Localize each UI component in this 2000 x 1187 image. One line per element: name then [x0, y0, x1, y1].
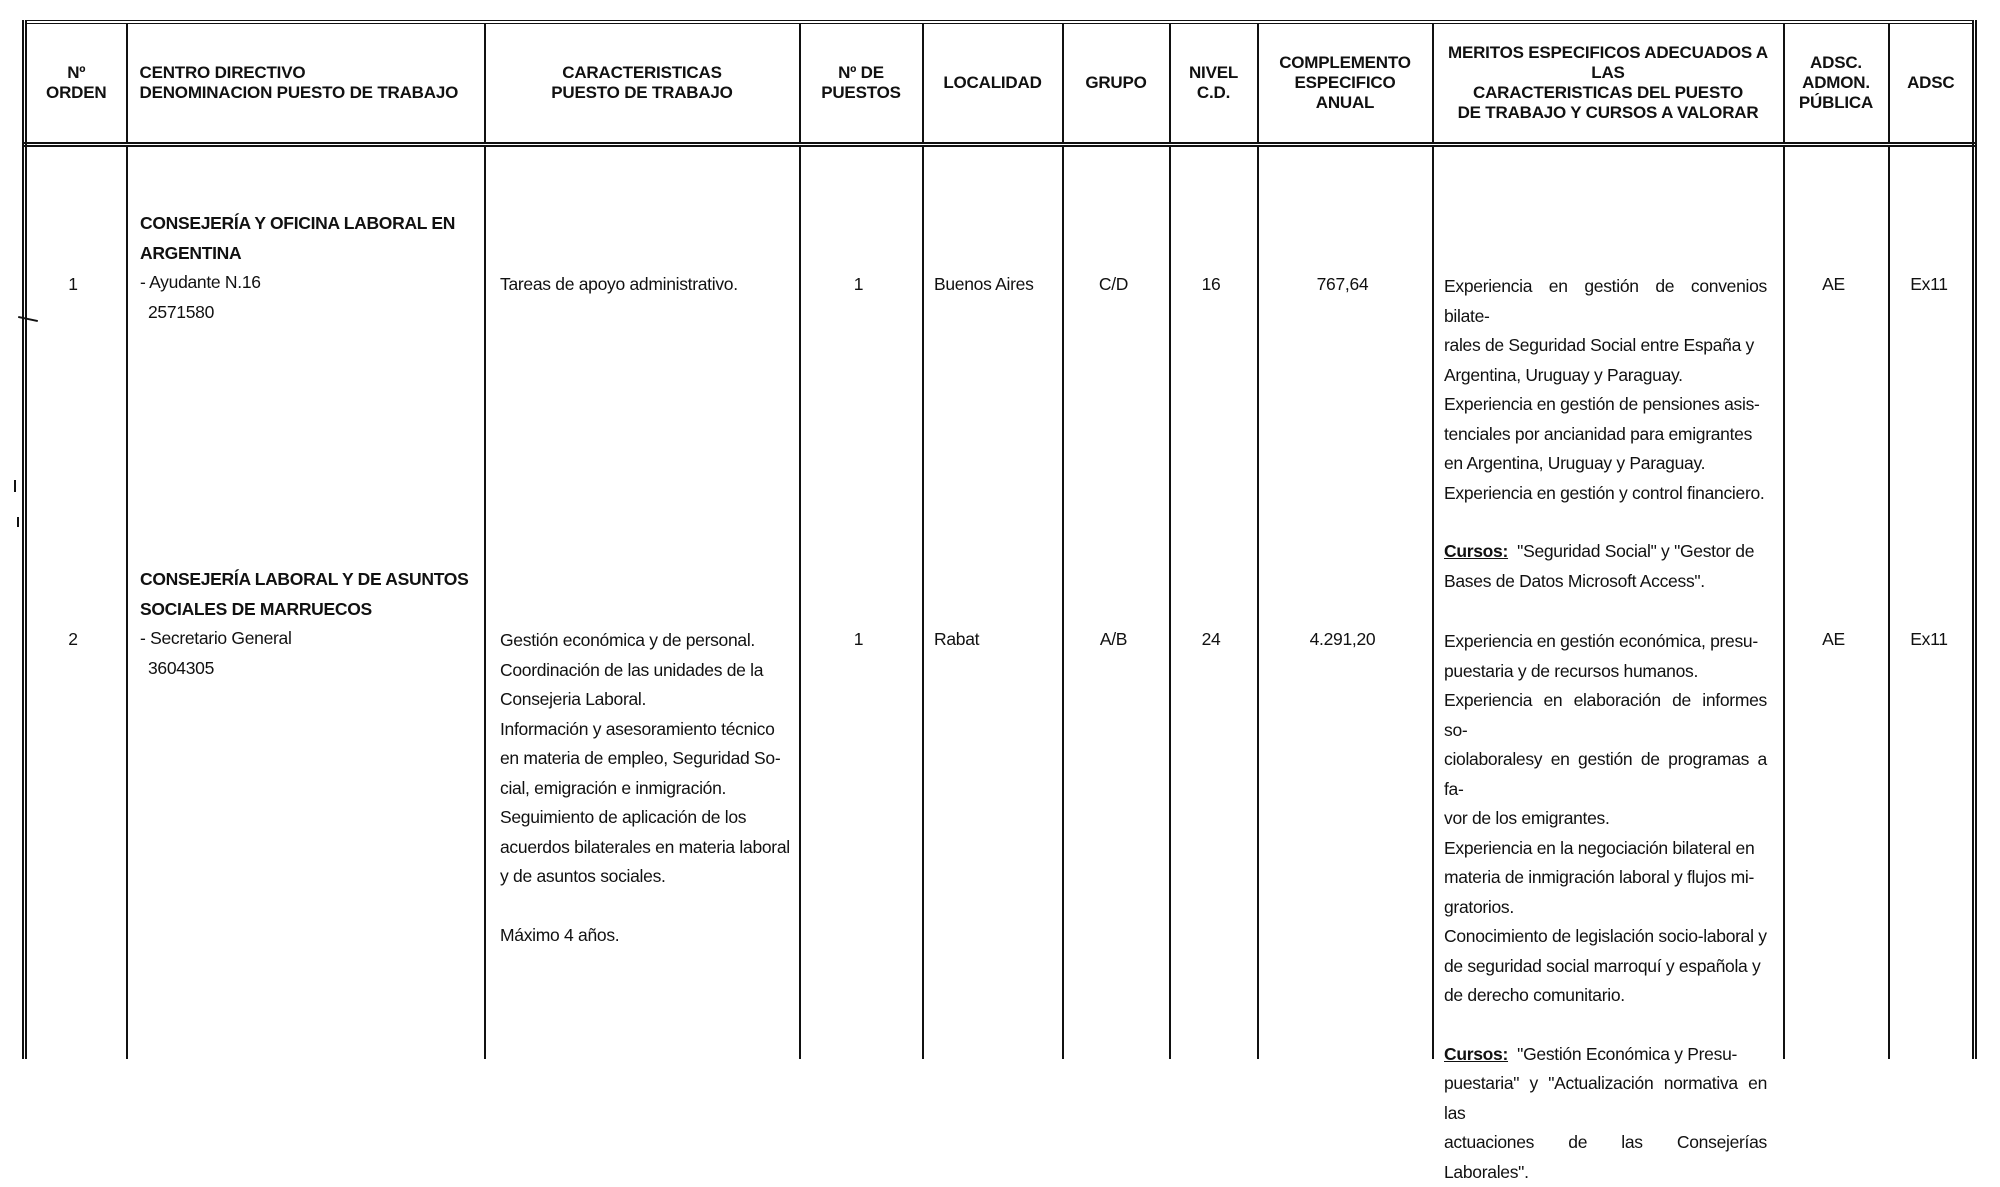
row-nivel: 24 [1201, 629, 1221, 649]
puesto-code: 2571580 [148, 301, 215, 322]
row-puestos: 1 [853, 629, 864, 649]
row-adsc: Ex11 [1910, 274, 1948, 294]
header-caracteristicas: CARACTERISTICAS PUESTO DE TRABAJO [485, 22, 800, 145]
row-meritos: Experiencia en gestión económica, presu- puestaria y de recursos humanos. Experiencia en elaboración de informes so- ciolaboralesy en gestión de programas a fa- vor de los emigrantes. Experiencia en la negociación bilateral en materia de inmigración laboral y flujos mi- gratorios. Conocimiento de legislación socio-laboral y de seguridad social marroquí y española y de derecho comunitario. Cursos: "Gestión Económica y Presu- puestaria" y "Actualización normativa en las actuaciones de las Consejerías Laborales". [1444, 631, 1767, 1182]
centro-directivo-name: CONSEJERÍA LABORAL Y DE ASUNTOS [140, 569, 469, 589]
row-caracteristicas: Gestión económica y de personal. Coordinación de las unidades de la Consejeria Laboral. Información y asesoramiento técnico en materia de empleo, Seguridad So- cial, emigración e inmigración. Seguimiento de aplicación de los acuerdos bilaterales en materia laboral y de asuntos sociales. Máximo 4 años. [500, 630, 790, 945]
header-nivel: NIVEL C.D. [1170, 22, 1258, 145]
puesto-code: 3604305 [148, 657, 215, 678]
cursos-label: Cursos: [1444, 541, 1509, 561]
row-orden: 2 [68, 629, 78, 649]
row-centro [140, 565, 476, 683]
header-orden: Nº ORDEN [25, 22, 127, 145]
row-centro [140, 209, 476, 327]
row-grupo: A/B [1099, 629, 1128, 649]
row-orden: 1 [68, 274, 78, 294]
centro-directivo-name: SOCIALES DE MARRUECOS [140, 598, 372, 619]
row-adsc-admon: AE [1822, 274, 1845, 294]
header-adsc-admon: ADSC. ADMON. PÚBLICA [1784, 22, 1889, 145]
document-page [22, 20, 1977, 1182]
row-caracteristicas: Tareas de apoyo administrativo. [500, 274, 738, 294]
centro-directivo-name: CONSEJERÍA Y OFICINA LABORAL EN [140, 213, 456, 233]
puesto-name: - Ayudante N.16 [140, 272, 261, 292]
row-localidad: Buenos Aires [934, 274, 1034, 294]
row-meritos: Experiencia en gestión de convenios bilate- rales de Seguridad Social entre España y Argentina, Uruguay y Paraguay. Experiencia en gestión de pensiones asis- tenciales por ancianidad para emigrantes en Argentina, Uruguay y Paraguay. Experiencia en gestión y control financiero. Cursos: "Seguridad Social" y "Gestor de Bases de Datos Microsoft Access". [1444, 276, 1767, 591]
centro-directivo-name: ARGENTINA [140, 242, 242, 263]
row-nivel: 16 [1201, 274, 1221, 294]
header-complemento: COMPLEMENTO ESPECIFICO ANUAL [1258, 22, 1433, 145]
row-adsc-admon: AE [1822, 629, 1845, 649]
cursos-label: Cursos: [1444, 1043, 1509, 1064]
row-localidad: Rabat [934, 629, 980, 649]
row-adsc: Ex11 [1910, 629, 1948, 649]
row-grupo: C/D [1098, 274, 1129, 294]
header-localidad: LOCALIDAD [923, 22, 1063, 145]
puesto-name: - Secretario General [140, 628, 292, 648]
row-puestos: 1 [853, 274, 864, 294]
header-adsc: ADSC [1889, 22, 1975, 145]
header-centro-directivo: CENTRO DIRECTIVO DENOMINACION PUESTO DE TRABAJO [127, 22, 485, 145]
header-meritos: MERITOS ESPECIFICOS ADECUADOS A LAS CARACTERISTICAS DEL PUESTO DE TRABAJO Y CURSOS A VALORAR [1433, 22, 1784, 145]
header-num-puestos: Nº DE PUESTOS [800, 22, 923, 145]
table-header [25, 22, 1975, 145]
row-complemento: 4.291,20 [1309, 629, 1376, 649]
row-complemento: 767,64 [1316, 274, 1369, 294]
scan-mark [14, 480, 16, 492]
header-grupo: GRUPO [1063, 22, 1170, 145]
scan-mark [17, 517, 19, 527]
